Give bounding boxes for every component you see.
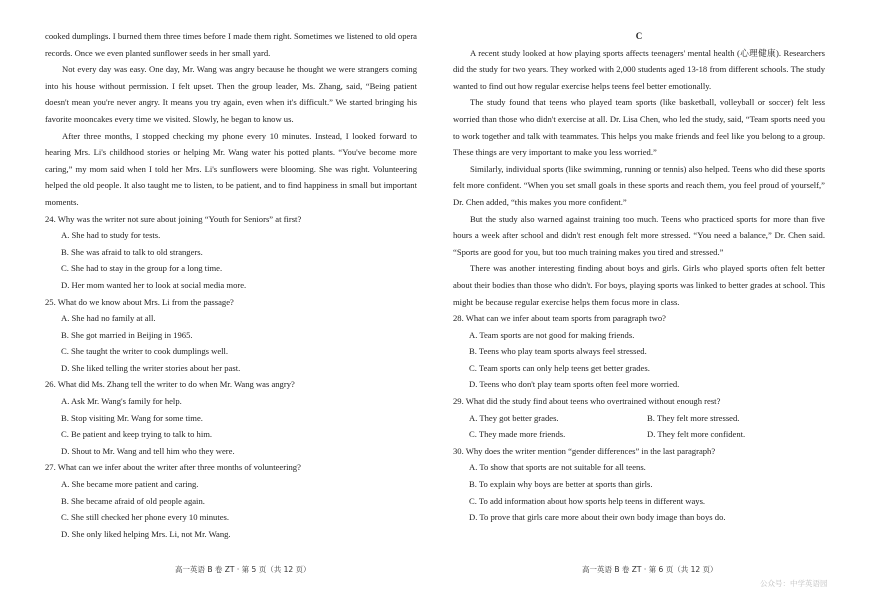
option-row — [453, 426, 825, 443]
option: D. She only liked helping Mrs. Li, not Mr. Wang. — [61, 528, 231, 539]
question-30: 30. Why does the writer mention “gender differences” in the last paragraph? — [453, 445, 716, 456]
option: C. Be patient and keep trying to talk to him. — [61, 429, 213, 440]
page-footer: 高一英语 B 卷 ZT · 第 5 页（共 12 页） — [175, 565, 311, 574]
question-28: 28. What can we infer about team sports from paragraph two? — [453, 313, 666, 324]
passage-paragraph: After three months, I stopped checking my phone every 10 minutes. Instead, I looked forward to hearing Mrs. Li's childhood stories or helping Mr. Wang water his potted plants. “You've become more caring,” my mom said when I told her Mrs. Li's sunflowers were blooming. She was right. Volunteering helped the old people. It also taught me to listen, to be patient, and to find happiness in small but important moments. — [45, 130, 417, 207]
option: B. She got married in Beijing in 1965. — [61, 329, 193, 340]
option: A. Ask Mr. Wang's family for help. — [61, 396, 182, 407]
passage-paragraph: But the study also warned against training too much. Teens who practiced sports for more than five hours a week after school and didn't rest enough felt more stressed. “You need a balance,” Dr. Chen said. “Sports are good for you, but too much training makes you tired and stressed.” — [453, 213, 825, 257]
option: B. They felt more stressed. — [647, 412, 740, 423]
option: B. She was afraid to talk to old strangers. — [61, 246, 203, 257]
question-25: 25. What do we know about Mrs. Li from the passage? — [45, 296, 234, 307]
page-footer: 高一英语 B 卷 ZT · 第 6 页（共 12 页） — [582, 565, 718, 574]
option: D. She liked telling the writer stories about her past. — [61, 362, 241, 373]
option: C. Team sports can only help teens get better grades. — [469, 362, 650, 373]
question-24: 24. Why was the writer not sure about joining “Youth for Seniors” at first? — [45, 213, 302, 224]
option: A. She became more patient and caring. — [61, 479, 199, 490]
option: D. To prove that girls care more about their own body image than boys do. — [469, 512, 726, 523]
option: D. Teens who don't play team sports often feel more worried. — [469, 379, 680, 390]
passage-paragraph: Similarly, individual sports (like swimming, running or tennis) also helped. Teens who did these sports felt more confident. “When you set small goals in these sports and reach them, you feel proud of yourself,” Dr. Chen added, “this makes you more confident.” — [453, 163, 825, 207]
option: D. Her mom wanted her to look at social media more. — [61, 279, 247, 290]
option: C. To add information about how sports help teens in different ways. — [469, 495, 706, 506]
option: C. She had to stay in the group for a long time. — [61, 263, 223, 274]
option: A. They got better grades. — [469, 412, 559, 423]
passage-paragraph: There was another interesting finding about boys and girls. Girls who played sports often felt better about their bodies than those who didn't. For boys, playing sports was linked to better grades at school. This might be because regular exercise helps them focus more in class. — [453, 263, 825, 307]
left-column — [45, 28, 417, 542]
question-27: 27. What can we infer about the writer after three months of volunteering? — [45, 462, 301, 473]
question-29: 29. What did the study find about teens who overtrained without enough rest? — [453, 396, 721, 407]
option: C. She still checked her phone every 10 minutes. — [61, 512, 230, 523]
option: C. She taught the writer to cook dumplings well. — [61, 346, 229, 357]
passage-paragraph: cooked dumplings. I burned them three times before I made them right. Sometimes we listened to old opera records. Once we even planted sunflower seeds in her small yard. — [45, 31, 417, 58]
option: D. Shout to Mr. Wang and tell him who they were. — [61, 445, 235, 456]
option: B. Teens who play team sports always feel stressed. — [469, 346, 647, 357]
passage-paragraph: Not every day was easy. One day, Mr. Wang was angry because he thought we were strangers coming into his house without permission. I felt upset. Then the group leader, Ms. Zhang, said, “Being patient doesn't mean you're never angry. It means you try again, even when it's difficult.” We started bringing his favorite mooncakes every time we visited. Slowly, he began to know us. — [45, 64, 417, 124]
option: B. To explain why boys are better at sports than girls. — [469, 479, 653, 490]
option: A. To show that sports are not suitable for all teens. — [469, 462, 646, 473]
option: B. Stop visiting Mr. Wang for some time. — [61, 412, 203, 423]
option: A. She had no family at all. — [61, 313, 156, 324]
option: A. She had to study for tests. — [61, 230, 161, 241]
option: A. Team sports are not good for making friends. — [469, 329, 635, 340]
right-column — [453, 28, 825, 526]
passage-paragraph: A recent study looked at how playing sports affects teenagers' mental health (心理健康). Researchers did the study for two years. They worked with 2,000 students aged 13-18 from different schools. The study wanted to find out how regular exercise helps teens feel better emotionally. — [453, 47, 825, 91]
option: C. They made more friends. — [469, 429, 566, 440]
option: B. She became afraid of old people again. — [61, 495, 205, 506]
section-title: C — [635, 31, 643, 41]
option: D. They felt more confident. — [647, 429, 746, 440]
question-26: 26. What did Ms. Zhang tell the writer to do when Mr. Wang was angry? — [45, 379, 295, 390]
watermark: 公众号：中学英语园 — [760, 579, 828, 588]
option-row — [453, 410, 825, 427]
passage-paragraph: The study found that teens who played team sports (like basketball, volleyball or soccer) felt less worried than those who didn't exercise at all. Dr. Lisa Chen, who led the study, said, “Team sports need you to work together and talk with teammates. This helps you make friends and feel like you belong to a group. These things are very important to make you less worried.” — [453, 97, 825, 158]
